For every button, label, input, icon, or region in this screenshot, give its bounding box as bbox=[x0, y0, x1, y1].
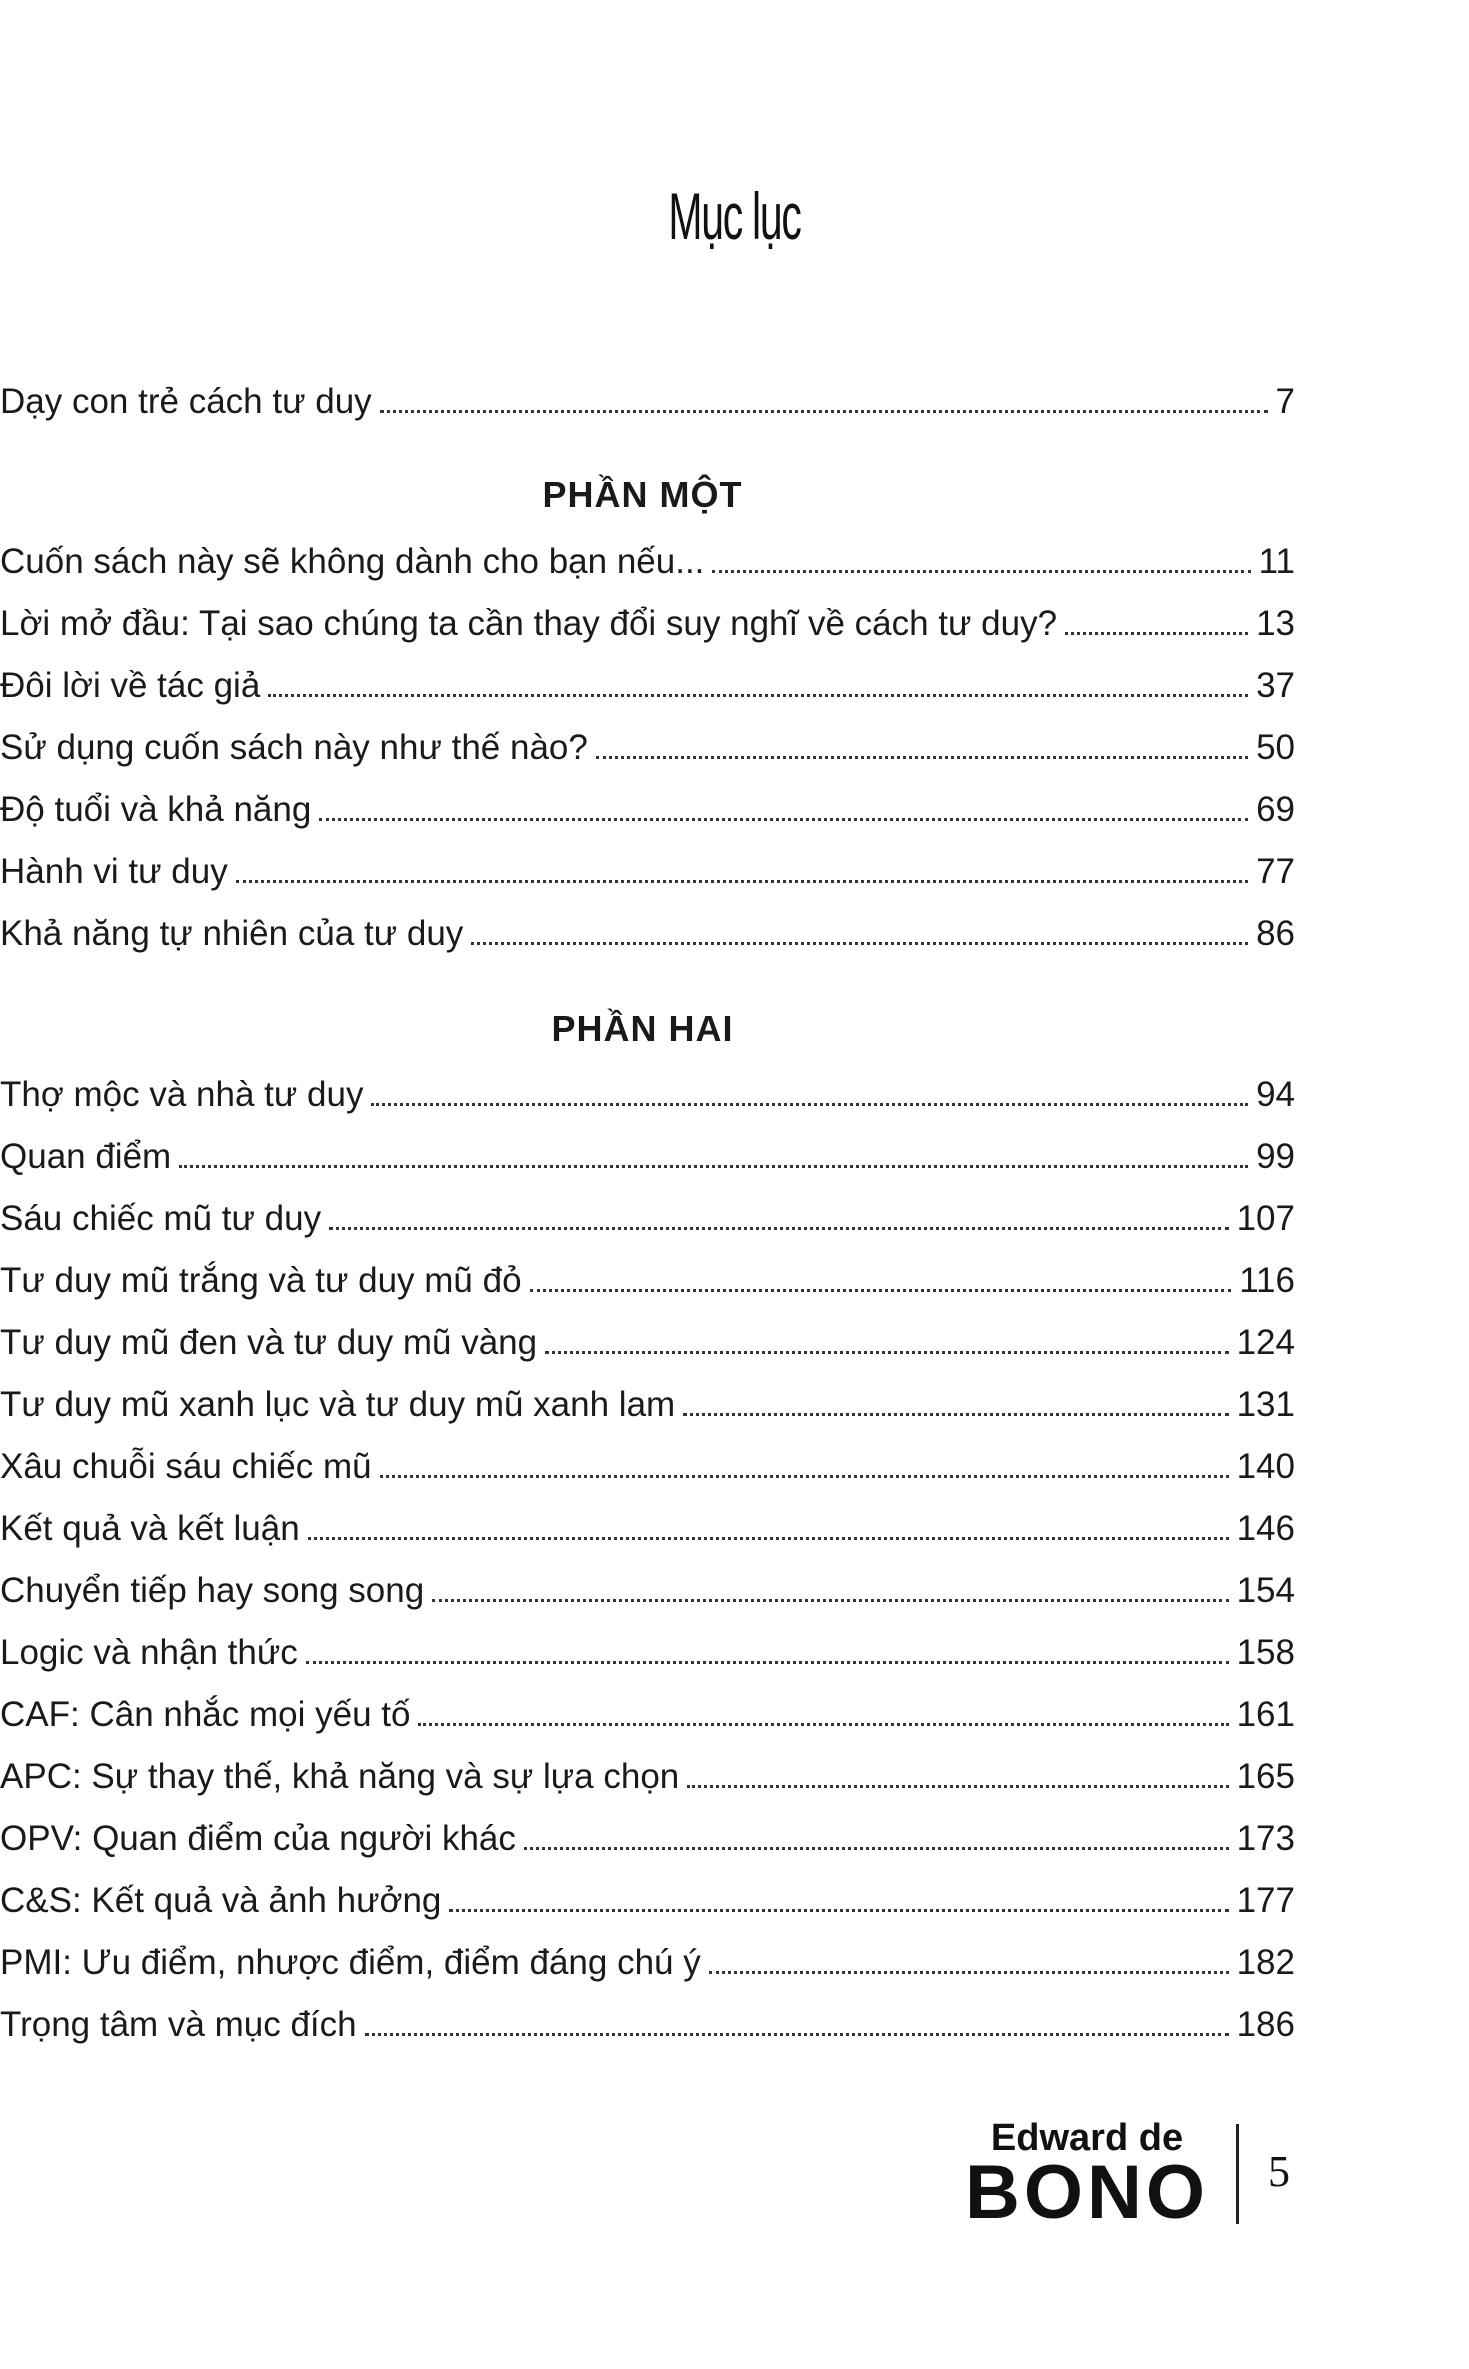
toc-entry-label: Sử dụng cuốn sách này như thế nào? bbox=[0, 728, 588, 767]
toc-entry-label: Sáu chiếc mũ tư duy bbox=[0, 1199, 322, 1238]
toc-entry-page: 146 bbox=[1236, 1509, 1295, 1548]
dot-leader bbox=[380, 1474, 1229, 1478]
author-last-name: BONO bbox=[965, 2150, 1209, 2235]
toc-entry-page: 158 bbox=[1236, 1633, 1295, 1672]
toc-entry[interactable] bbox=[0, 540, 1295, 584]
toc-entry-intro[interactable] bbox=[0, 380, 1295, 424]
toc-entry-page: 173 bbox=[1236, 1819, 1295, 1858]
toc-entry[interactable] bbox=[0, 1383, 1295, 1427]
dot-leader bbox=[712, 569, 1250, 573]
toc-entry-label: Thợ mộc và nhà tư duy bbox=[0, 1075, 364, 1114]
dot-leader bbox=[418, 1722, 1228, 1726]
toc-entry[interactable] bbox=[0, 1445, 1295, 1489]
toc-entry[interactable] bbox=[0, 2003, 1295, 2047]
toc-entry[interactable] bbox=[0, 1879, 1295, 1923]
toc-entry-label: PMI: Ưu điểm, nhược điểm, điểm đáng chú ý bbox=[0, 1943, 701, 1982]
section-heading-part-two: PHẦN HAI bbox=[551, 1008, 734, 1049]
toc-entry[interactable] bbox=[0, 1941, 1295, 1985]
section-heading-part-one: PHẦN MỘT bbox=[542, 474, 743, 515]
toc-entry-label: OPV: Quan điểm của người khác bbox=[0, 1819, 516, 1858]
toc-entry-label: Khả năng tự nhiên của tư duy bbox=[0, 914, 464, 953]
toc-entry-page: 177 bbox=[1236, 1881, 1295, 1920]
footer-divider bbox=[1236, 2124, 1239, 2224]
toc-entry-page: 99 bbox=[1256, 1137, 1295, 1176]
toc-entry[interactable] bbox=[0, 1135, 1295, 1179]
toc-entry-page: 11 bbox=[1258, 542, 1295, 581]
toc-entry[interactable] bbox=[0, 602, 1295, 646]
toc-entry-label: APC: Sự thay thế, khả năng và sự lựa chọn bbox=[0, 1757, 680, 1796]
toc-entry-label: Tư duy mũ xanh lục và tư duy mũ xanh lam bbox=[0, 1385, 676, 1424]
dot-leader bbox=[596, 755, 1248, 759]
author-first-name: Edward de bbox=[990, 2117, 1184, 2159]
toc-entry-page: 165 bbox=[1236, 1757, 1295, 1796]
toc-entry[interactable] bbox=[0, 1631, 1295, 1675]
dot-leader bbox=[687, 1784, 1228, 1788]
toc-entry-label: Logic và nhận thức bbox=[0, 1633, 298, 1672]
toc-entry[interactable] bbox=[0, 1569, 1295, 1613]
toc-entry-label: Lời mở đầu: Tại sao chúng ta cần thay đổi suy nghĩ về cách tư duy? bbox=[0, 604, 1058, 643]
dot-leader bbox=[308, 1536, 1229, 1540]
toc-entry[interactable] bbox=[0, 1197, 1295, 1241]
toc-entry-page: 131 bbox=[1236, 1385, 1295, 1424]
toc-entry-label: Xâu chuỗi sáu chiếc mũ bbox=[0, 1447, 372, 1486]
toc-entry-label: Quan điểm bbox=[0, 1137, 172, 1176]
toc-entry-page: 154 bbox=[1236, 1571, 1295, 1610]
dot-leader bbox=[432, 1598, 1228, 1602]
dot-leader bbox=[306, 1660, 1229, 1664]
toc-entry-page: 37 bbox=[1256, 666, 1295, 705]
dot-leader bbox=[471, 941, 1248, 945]
toc-entry-label: Tư duy mũ trắng và tư duy mũ đỏ bbox=[0, 1261, 522, 1300]
page-number: 5 bbox=[1268, 2147, 1290, 2196]
toc-entry-page: 94 bbox=[1256, 1075, 1295, 1114]
toc-entry-label: Hành vi tư duy bbox=[0, 852, 228, 891]
dot-leader bbox=[329, 1226, 1229, 1230]
dot-leader bbox=[236, 879, 1248, 883]
toc-entry-page: 13 bbox=[1256, 604, 1295, 643]
toc-entry[interactable] bbox=[0, 1321, 1295, 1365]
page-title: Mục lục bbox=[668, 179, 801, 253]
toc-entry[interactable] bbox=[0, 1755, 1295, 1799]
toc-entry-label: Tư duy mũ đen và tư duy mũ vàng bbox=[0, 1323, 538, 1362]
toc-entry-page: 182 bbox=[1236, 1943, 1295, 1982]
toc-entry[interactable] bbox=[0, 912, 1295, 956]
toc-entry-page: 107 bbox=[1236, 1199, 1295, 1238]
dot-leader bbox=[380, 409, 1268, 413]
toc-entry-page: 186 bbox=[1236, 2005, 1295, 2044]
dot-leader bbox=[371, 1102, 1248, 1106]
toc-entry-page: 69 bbox=[1256, 790, 1295, 829]
toc-entry-label: Trọng tâm và mục đích bbox=[0, 2005, 357, 2044]
dot-leader bbox=[319, 817, 1248, 821]
toc-entry-label: Cuốn sách này sẽ không dành cho bạn nếu... bbox=[0, 542, 705, 581]
toc-entry[interactable] bbox=[0, 1073, 1295, 1117]
toc-entry[interactable] bbox=[0, 850, 1295, 894]
toc-entry[interactable] bbox=[0, 1507, 1295, 1551]
toc-entry-page: 161 bbox=[1236, 1695, 1295, 1734]
toc-entry-page: 50 bbox=[1256, 728, 1295, 767]
toc-entry-page: 140 bbox=[1236, 1447, 1295, 1486]
toc-entry-page: 116 bbox=[1239, 1261, 1295, 1300]
toc-entry[interactable] bbox=[0, 664, 1295, 708]
toc-entry-page: 124 bbox=[1236, 1323, 1295, 1362]
dot-leader bbox=[179, 1164, 1248, 1168]
toc-entry[interactable] bbox=[0, 726, 1295, 770]
dot-leader bbox=[524, 1846, 1229, 1850]
dot-leader bbox=[449, 1908, 1228, 1912]
toc-entry-label: Kết quả và kết luận bbox=[0, 1509, 300, 1548]
dot-leader bbox=[1065, 631, 1248, 635]
dot-leader bbox=[268, 693, 1248, 697]
dot-leader bbox=[365, 2032, 1229, 2036]
toc-entry-page: 77 bbox=[1256, 852, 1295, 891]
toc-entry[interactable] bbox=[0, 1817, 1295, 1861]
toc-entry[interactable] bbox=[0, 788, 1295, 832]
toc-entry[interactable] bbox=[0, 1259, 1295, 1303]
toc-entry-label: Độ tuổi và khả năng bbox=[0, 790, 312, 829]
toc-entry-label: Đôi lời về tác giả bbox=[0, 666, 261, 705]
dot-leader bbox=[530, 1288, 1232, 1292]
toc-entry-page: 7 bbox=[1275, 382, 1295, 421]
dot-leader bbox=[545, 1350, 1228, 1354]
toc-entry[interactable] bbox=[0, 1693, 1295, 1737]
toc-entry-page: 86 bbox=[1256, 914, 1295, 953]
toc-entry-label: C&S: Kết quả và ảnh hưởng bbox=[0, 1881, 442, 1920]
toc-entry-label: Dạy con trẻ cách tư duy bbox=[0, 382, 372, 421]
dot-leader bbox=[709, 1970, 1229, 1974]
toc-entry-label: Chuyển tiếp hay song song bbox=[0, 1571, 425, 1610]
author-logo bbox=[962, 2117, 1212, 2235]
toc-entry-label: CAF: Cân nhắc mọi yếu tố bbox=[0, 1695, 411, 1734]
dot-leader bbox=[683, 1412, 1228, 1416]
